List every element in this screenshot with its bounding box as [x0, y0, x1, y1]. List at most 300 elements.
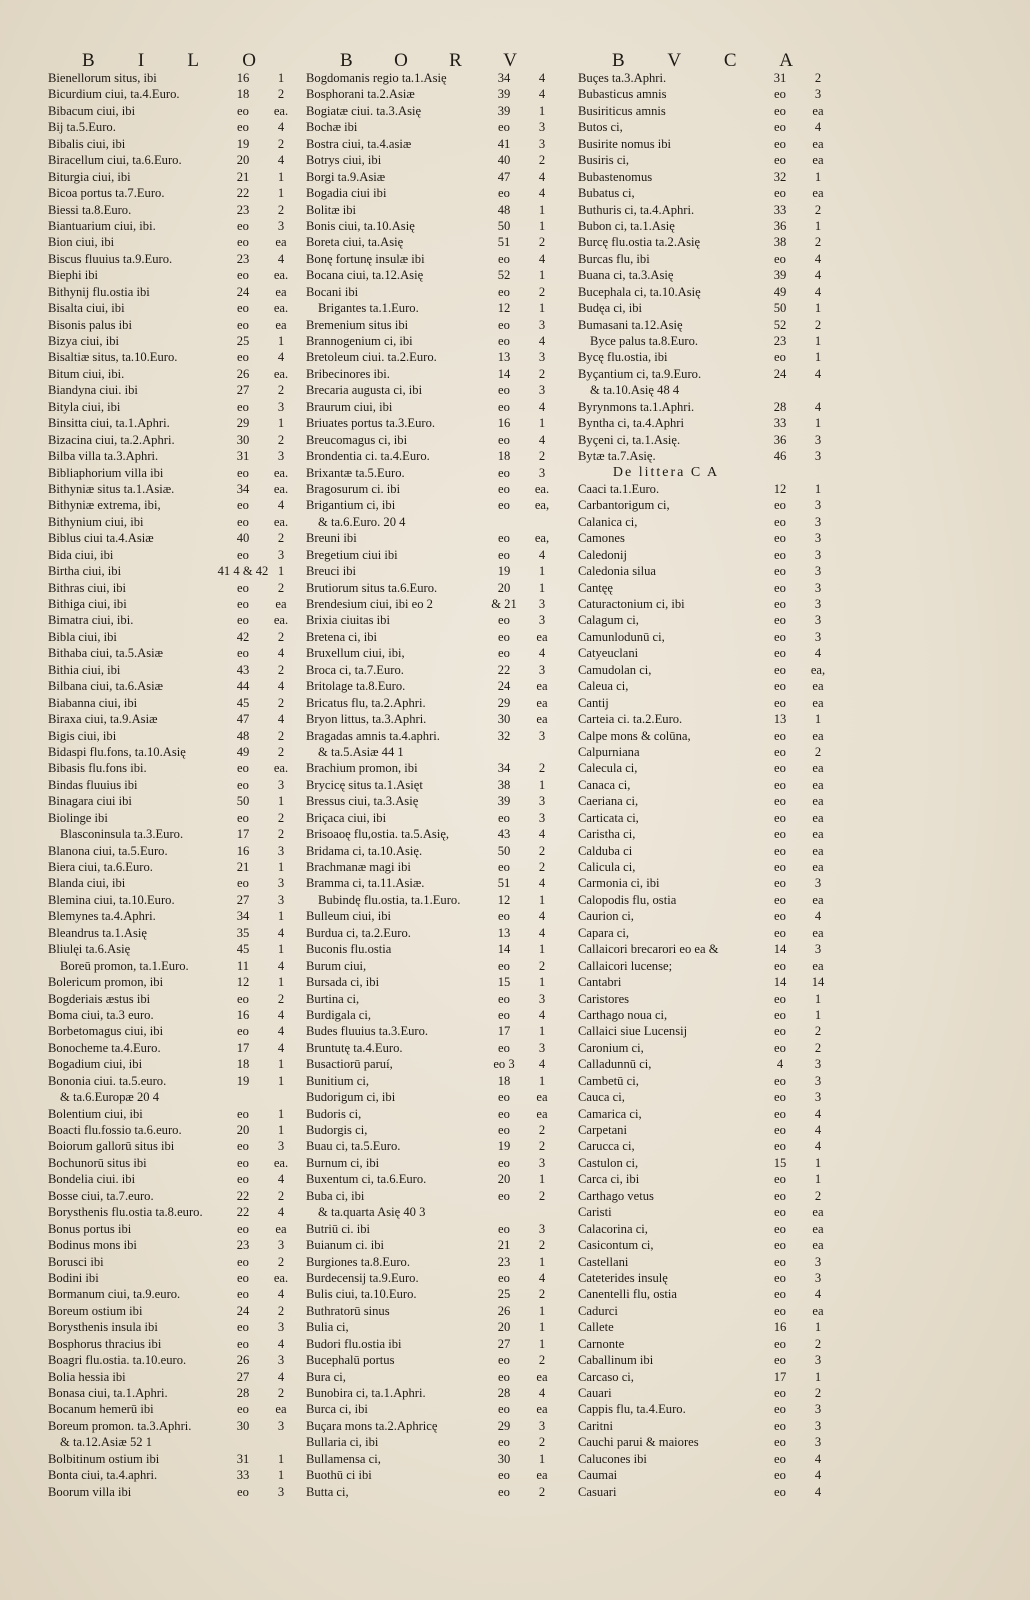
index-entry: [48, 563, 293, 579]
entry-quarter-ref: 1: [538, 416, 546, 431]
entry-table-ref: eo: [237, 876, 249, 891]
index-entry: [48, 1106, 293, 1122]
entry-quarter-ref: 1: [538, 942, 546, 957]
entry-table-ref: [478, 514, 530, 530]
index-entry: [578, 415, 830, 431]
entry-name: Bithia ciui, ibi: [48, 662, 121, 677]
column-header: [48, 50, 293, 70]
index-entry: [306, 267, 554, 283]
entry-table-ref: 43: [497, 827, 511, 842]
entry-name: Butos ci,: [578, 120, 623, 135]
index-column-2: [306, 50, 554, 1500]
entry-quarter-ref: 4: [277, 350, 285, 365]
index-entry: [306, 530, 554, 546]
index-entry: [578, 251, 830, 267]
entry-name: Bonocheme ta.4.Euro.: [48, 1040, 161, 1055]
entry-name: Camunlodunū ci,: [578, 629, 665, 644]
entry-name: Bulia ci,: [306, 1320, 349, 1335]
entry-name: Broca ci, ta.7.Euro.: [306, 662, 404, 677]
entry-quarter-ref: 2: [277, 136, 285, 151]
entry-quarter-ref: 2: [277, 432, 285, 447]
entry-table-ref: 23: [236, 1238, 250, 1253]
entry-table-ref: eo: [498, 1221, 510, 1236]
entry-quarter-ref: ea: [812, 892, 824, 907]
entry-table-ref: 44: [236, 679, 250, 694]
entry-quarter-ref: 2: [814, 235, 822, 250]
entry-name: Bremenium situs ibi: [306, 317, 409, 332]
entry-name: Bosphorus thracius ibi: [48, 1336, 162, 1351]
entry-quarter-ref: 3: [814, 1254, 822, 1269]
header-letter: L: [187, 50, 201, 71]
entry-table-ref: 20: [236, 1123, 250, 1137]
index-entry: [578, 1467, 830, 1483]
entry-table-ref: eo: [237, 399, 249, 414]
entry-table-ref: eo: [237, 1254, 249, 1269]
entry-quarter-ref: 2: [277, 1303, 285, 1318]
entry-quarter-ref: ea: [812, 1238, 824, 1253]
index-entry: [578, 119, 830, 135]
entry-table-ref: eo: [774, 597, 786, 611]
entry-table-ref: 34: [236, 481, 250, 496]
entry-quarter-ref: ea: [812, 103, 824, 118]
header-letter: A: [779, 50, 794, 71]
entry-name: Bragadas amnis ta.4.aphri.: [306, 728, 440, 743]
entry-name: Cantęę: [578, 580, 613, 595]
entry-table-ref: eo: [498, 1040, 510, 1055]
entry-table-ref: 24: [236, 1303, 250, 1318]
entry-table-ref: eo: [774, 1254, 786, 1269]
entry-table-ref: 27: [236, 1369, 250, 1384]
entry-quarter-ref: ea.: [273, 366, 289, 381]
entry-quarter-ref: 4: [538, 1386, 546, 1400]
entry-table-ref: eo: [774, 1123, 786, 1137]
entry-quarter-ref: 1: [277, 942, 285, 957]
entry-quarter-ref: 3: [538, 465, 546, 480]
index-entry: [306, 596, 554, 612]
index-entry: [578, 1254, 830, 1270]
index-entry: [48, 645, 293, 661]
index-entry: [306, 1007, 554, 1023]
entry-name: Borusci ibi: [48, 1254, 104, 1269]
entry-quarter-ref: ea: [812, 1205, 824, 1220]
entry-name: Bodinus mons ibi: [48, 1238, 137, 1253]
index-entry: [48, 366, 293, 382]
entry-quarter-ref: [530, 744, 554, 760]
index-entry: [48, 1286, 293, 1302]
entry-table-ref: eo: [498, 334, 510, 348]
entry-table-ref: eo: [774, 679, 786, 694]
index-entry: [306, 1434, 554, 1450]
entry-table-ref: eo: [774, 1172, 786, 1187]
entry-table-ref: 31: [773, 71, 787, 85]
entry-name: Bleandrus ta.1.Asię: [48, 925, 147, 940]
index-entry: [578, 1270, 830, 1286]
entry-name: Burcas flu, ibi: [578, 251, 650, 266]
entry-quarter-ref: 3: [814, 613, 822, 628]
entry-table-ref: eo: [498, 958, 510, 973]
index-entry: [48, 1336, 293, 1352]
index-entry: [578, 1336, 830, 1352]
index-entry: [306, 1467, 554, 1483]
entry-name: Burdecensij ta.9.Euro.: [306, 1270, 419, 1285]
index-entry: [578, 218, 830, 234]
index-entry: [578, 267, 830, 283]
index-entry: [578, 1352, 830, 1368]
entry-name: Cauca ci,: [578, 1090, 625, 1105]
index-entry: [48, 958, 293, 974]
entry-quarter-ref: ea: [812, 794, 824, 809]
entry-table-ref: 42: [236, 629, 250, 644]
index-entry: [48, 991, 293, 1007]
entry-quarter-ref: 3: [277, 876, 285, 891]
index-entry: [306, 1073, 554, 1089]
entry-quarter-ref: 4: [538, 1007, 546, 1022]
index-entry: [48, 695, 293, 711]
index-entry: [306, 958, 554, 974]
entry-name: Bubatus ci,: [578, 186, 635, 201]
entry-table-ref: 24: [773, 366, 787, 381]
entry-quarter-ref: 1: [814, 416, 822, 431]
index-entry: [306, 415, 554, 431]
entry-table-ref: eo: [774, 860, 786, 874]
entry-quarter-ref: 2: [814, 202, 822, 217]
index-entry: [306, 826, 554, 842]
entry-name: Bisonis palus ibi: [48, 317, 132, 332]
entry-table-ref: eo: [498, 1270, 510, 1285]
entry-quarter-ref: 2: [277, 728, 285, 743]
entry-quarter-ref: 1: [814, 218, 822, 233]
entry-name: Boreum ostium ibi: [48, 1303, 143, 1318]
entry-table-ref: eo: [237, 991, 249, 1006]
entry-quarter-ref: 4: [277, 925, 285, 940]
index-entry: [578, 497, 830, 513]
entry-name: Calpurniana: [578, 744, 640, 759]
entry-name: Brachmanæ magi ibi: [306, 860, 411, 874]
entry-name: & ta.5.Asiæ 44 1: [318, 744, 404, 759]
entry-table-ref: eo 3: [493, 1057, 515, 1072]
entry-table-ref: 39: [773, 268, 787, 283]
entry-name: Bilba villa ta.3.Aphri.: [48, 449, 159, 464]
entry-name: Calucones ibi: [578, 1451, 647, 1466]
header-letter: O: [394, 50, 409, 71]
index-entry: [48, 136, 293, 152]
entry-name: Bressus ciui, ta.3.Asię: [306, 794, 419, 809]
entry-name: Biessi ta.8.Euro.: [48, 202, 132, 217]
index-entry: [306, 678, 554, 694]
entry-table-ref: 14: [497, 942, 511, 957]
entry-name: Calacorina ci,: [578, 1221, 648, 1236]
index-entry: [48, 218, 293, 234]
entry-name: Cantij: [578, 695, 609, 710]
entry-name: Borbetomagus ciui, ibi: [48, 1024, 164, 1039]
entry-name: Buçara mons ta.2.Aphricę: [306, 1418, 438, 1433]
entry-quarter-ref: 3: [814, 580, 822, 595]
section-heading: [578, 465, 830, 481]
entry-quarter-ref: ea.: [273, 268, 289, 283]
entry-table-ref: 50: [497, 218, 511, 233]
index-entry: [48, 1171, 293, 1187]
index-entry: [578, 925, 830, 941]
entry-name: Bida ciui, ibi: [48, 547, 114, 562]
entry-quarter-ref: 1: [814, 350, 822, 365]
entry-table-ref: 22: [236, 186, 250, 201]
entry-table-ref: 28: [497, 1386, 511, 1400]
entry-quarter-ref: 2: [277, 827, 285, 842]
entry-name: Bryon littus, ta.3.Aphri.: [306, 712, 427, 727]
entry-name: Bithaba ciui, ta.5.Asiæ: [48, 646, 164, 661]
entry-quarter-ref: 4: [814, 268, 822, 283]
entry-table-ref: 15: [497, 975, 511, 990]
entry-table-ref: 41: [497, 136, 511, 151]
entry-table-ref: eo: [774, 629, 786, 644]
entry-table-ref: 17: [236, 1040, 250, 1055]
entry-table-ref: 20: [497, 580, 511, 595]
entry-quarter-ref: 3: [538, 794, 546, 809]
index-entry: [578, 612, 830, 628]
entry-table-ref: 12: [773, 481, 787, 496]
index-entry: [48, 267, 293, 283]
index-entry: [48, 399, 293, 415]
index-entry: [578, 760, 830, 776]
entry-name: Blemina ciui, ta.10.Euro.: [48, 892, 175, 907]
entry-quarter-ref: 2: [277, 744, 285, 759]
index-entry: [578, 1073, 830, 1089]
entry-quarter-ref: 3: [538, 350, 546, 365]
entry-name: Carpetani: [578, 1123, 627, 1137]
entry-quarter-ref: 3: [538, 597, 546, 611]
index-entry: [578, 70, 830, 86]
entry-table-ref: 23: [236, 251, 250, 266]
entry-quarter-ref: 1: [538, 1320, 546, 1335]
entry-quarter-ref: 4: [538, 1057, 546, 1072]
entry-name: Byce palus ta.8.Euro.: [590, 334, 699, 348]
entry-table-ref: 30: [497, 1451, 511, 1466]
entry-quarter-ref: 4: [814, 399, 822, 414]
entry-quarter-ref: 1: [538, 1024, 546, 1039]
entry-name: Bubastenomus: [578, 169, 653, 184]
entry-name: Calopodis flu, ostia: [578, 892, 677, 907]
entry-name: Bithyniæ extrema, ibi,: [48, 498, 161, 513]
index-entry: [48, 1434, 293, 1450]
entry-table-ref: eo: [774, 1270, 786, 1285]
entry-name: Brixantæ ta.5.Euro.: [306, 465, 405, 480]
entry-quarter-ref: 4: [538, 827, 546, 842]
entry-table-ref: eo: [774, 728, 786, 743]
entry-name: Cantabri: [578, 975, 622, 990]
entry-quarter-ref: 3: [277, 843, 285, 858]
entry-table-ref: 24: [236, 284, 250, 299]
entry-quarter-ref: ea: [536, 629, 548, 644]
entry-name: Brisoaoę flu,ostia. ta.5.Asię,: [306, 827, 450, 842]
index-entry: [578, 1286, 830, 1302]
entry-table-ref: eo: [237, 1320, 249, 1335]
entry-table-ref: 17: [497, 1024, 511, 1039]
index-entry: [48, 1484, 293, 1500]
entry-table-ref: 15: [773, 1155, 787, 1170]
entry-name: Bubindę flu.ostia, ta.1.Euro.: [318, 892, 461, 907]
entry-table-ref: 18: [497, 1073, 511, 1088]
index-entry: [578, 1221, 830, 1237]
entry-table-ref: 39: [497, 87, 511, 102]
index-entry: [306, 612, 554, 628]
entry-table-ref: eo: [237, 1139, 249, 1154]
entry-name: Busactiorū paruí,: [306, 1057, 393, 1072]
index-entry: [578, 580, 830, 596]
entry-quarter-ref: 2: [538, 153, 546, 168]
index-entry: [578, 991, 830, 1007]
entry-name: Bricatus flu, ta.2.Aphri.: [306, 695, 426, 710]
index-entry: [48, 826, 293, 842]
index-entry: [48, 103, 293, 119]
entry-table-ref: eo: [237, 761, 249, 776]
entry-name: Bisalta ciui, ibi: [48, 301, 125, 316]
entry-quarter-ref: 3: [538, 383, 546, 398]
entry-table-ref: eo: [774, 531, 786, 546]
header-letter: V: [503, 50, 518, 71]
entry-table-ref: eo: [774, 909, 786, 924]
entry-quarter-ref: 2: [277, 87, 285, 102]
entry-quarter-ref: ea: [812, 827, 824, 842]
entry-quarter-ref: 3: [538, 1155, 546, 1170]
entry-name: Bibacum ciui, ibi: [48, 103, 136, 118]
entry-name: Caronium ci,: [578, 1040, 644, 1055]
entry-table-ref: eo: [498, 1123, 510, 1137]
entry-name: Bimatra ciui, ibi.: [48, 613, 134, 628]
entry-name: Bytæ ta.7.Asię.: [578, 449, 656, 464]
entry-quarter-ref: 1: [277, 1468, 285, 1483]
entry-table-ref: eo: [498, 1484, 510, 1499]
entry-name: Birtha ciui, ibi: [48, 564, 122, 579]
entry-table-ref: 40: [236, 531, 250, 546]
entry-table-ref: eo: [237, 1484, 249, 1499]
entry-table-ref: eo: [237, 1287, 249, 1302]
entry-name: Breuci ibi: [306, 564, 357, 579]
entry-table-ref: eo: [774, 843, 786, 858]
entry-name: Bubon ci, ta.1.Asię: [578, 218, 675, 233]
entry-table-ref: eo: [498, 1155, 510, 1170]
entry-name: Biabanna ciui, ibi: [48, 695, 138, 710]
index-entry: [306, 1122, 554, 1138]
entry-quarter-ref: ea: [275, 1402, 287, 1417]
index-entry: [578, 728, 830, 744]
index-entry: [578, 300, 830, 316]
entry-quarter-ref: 2: [814, 1386, 822, 1400]
entry-name: Bolia hessia ibi: [48, 1369, 126, 1384]
index-entry: [578, 169, 830, 185]
entry-table-ref: 13: [773, 712, 787, 727]
entry-quarter-ref: 1: [814, 169, 822, 184]
entry-name: Briçaca ciui, ibi: [306, 810, 387, 825]
entry-quarter-ref: 1: [814, 334, 822, 348]
entry-table-ref: 25: [236, 334, 250, 348]
entry-name: Biephi ibi: [48, 268, 99, 283]
entry-name: Bliulęi ta.6.Asię: [48, 942, 131, 957]
entry-name: Cauari: [578, 1386, 612, 1400]
index-entry: [306, 1484, 554, 1500]
index-entry: [578, 349, 830, 365]
index-entry: [48, 744, 293, 760]
entry-quarter-ref: 4: [538, 399, 546, 414]
entry-table-ref: 50: [773, 301, 787, 316]
entry-table-ref: 29: [236, 416, 250, 431]
entry-quarter-ref: 2: [814, 317, 822, 332]
entry-name: Bosphorani ta.2.Asiæ: [306, 87, 415, 102]
entry-table-ref: eo: [774, 498, 786, 513]
entry-table-ref: eo: [498, 1090, 510, 1105]
index-entry: [48, 974, 293, 990]
entry-table-ref: 26: [236, 1353, 250, 1368]
entry-quarter-ref: 1: [538, 218, 546, 233]
index-entry: [578, 432, 830, 448]
entry-quarter-ref: 4: [277, 1172, 285, 1187]
header-letter: I: [137, 50, 146, 71]
entry-name: Boacti flu.fossio ta.6.euro.: [48, 1123, 182, 1137]
entry-name: Boreū promon, ta.1.Euro.: [60, 958, 189, 973]
entry-table-ref: 18: [236, 1057, 250, 1072]
index-entry: [578, 958, 830, 974]
entry-name: Botrys ciui, ibi: [306, 153, 382, 168]
entry-quarter-ref: 4: [277, 679, 285, 694]
index-entry: [48, 1138, 293, 1154]
index-entry: [48, 596, 293, 612]
entry-name: Carucca ci,: [578, 1139, 635, 1154]
entry-name: Calanica ci,: [578, 514, 638, 529]
index-entry: [578, 103, 830, 119]
index-entry: [306, 547, 554, 563]
entry-table-ref: eo: [237, 580, 249, 595]
index-entry: [578, 1451, 830, 1467]
entry-table-ref: 19: [497, 1139, 511, 1154]
entry-name: Budęa ci, ibi: [578, 301, 643, 316]
entry-quarter-ref: 1: [538, 580, 546, 595]
index-entry: [578, 777, 830, 793]
index-entry: [48, 300, 293, 316]
index-entry: [48, 760, 293, 776]
entry-table-ref: 33: [773, 416, 787, 431]
entry-name: Caturactonium ci, ibi: [578, 597, 685, 611]
entry-quarter-ref: ea: [536, 1402, 548, 1417]
index-entry: [578, 1434, 830, 1450]
entry-quarter-ref: ea: [536, 1090, 548, 1105]
entry-quarter-ref: 1: [814, 1007, 822, 1022]
entry-list: [48, 70, 293, 1500]
entry-name: Buçes ta.3.Aphri.: [578, 71, 667, 85]
index-entry: [306, 1171, 554, 1187]
entry-table-ref: eo: [774, 794, 786, 809]
entry-name: Budoris ci,: [306, 1106, 362, 1121]
index-entry: [306, 760, 554, 776]
entry-table-ref: 45: [236, 942, 250, 957]
index-entry: [578, 86, 830, 102]
entry-table-ref: 23: [497, 1254, 511, 1269]
index-entry: [578, 1056, 830, 1072]
entry-table-ref: 27: [236, 383, 250, 398]
entry-table-ref: 52: [497, 268, 511, 283]
index-entry: [306, 1286, 554, 1302]
index-entry: [578, 1155, 830, 1171]
index-entry: [306, 497, 554, 513]
entry-table-ref: eo: [498, 1106, 510, 1121]
index-entry: [48, 662, 293, 678]
index-entry: [48, 234, 293, 250]
entry-name: Bunitium ci,: [306, 1073, 369, 1088]
entry-quarter-ref: ea: [812, 186, 824, 201]
entry-table-ref: 46: [773, 449, 787, 464]
entry-quarter-ref: 2: [277, 383, 285, 398]
entry-quarter-ref: 1: [814, 1320, 822, 1335]
entry-quarter-ref: 3: [814, 1073, 822, 1088]
index-entry: [578, 1418, 830, 1434]
